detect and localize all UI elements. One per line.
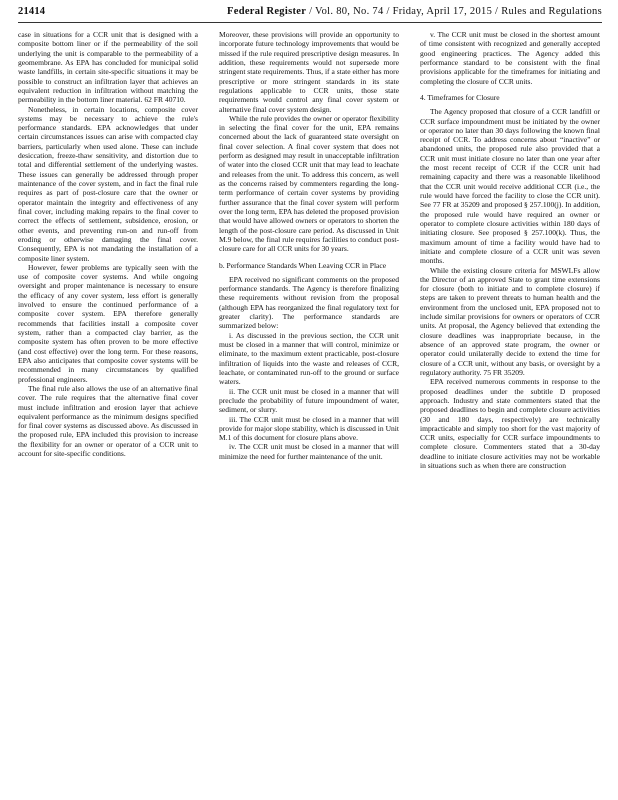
- running-head: [227, 6, 602, 17]
- body-paragraph: However, fewer problems are typically seen with the use of composite cover systems. And while ongoing oversight and proper maintenance is necessary to ensure the efficacy of any cover system, less effort is generally involved to ensure the continued performance of a composite cover system. EPA therefore generally recommends that facilities install a composite cover system, rather than a compacted clay barrier, as the composite system has often proven to be more effective (and cost effective) over the long term. For these reasons, EPA also anticipates that composite cover systems will be recommended in many circumstances by qualified professional engineers.: [18, 262, 198, 384]
- page-header: [18, 6, 602, 22]
- body-paragraph: EPA received no significant comments on the proposed performance standards. The Agency is therefore finalizing these requirements without revision from the proposal (although EPA has reorganized the final regulatory text for greater clarity). The performance standards are summarized below:: [219, 274, 399, 331]
- section-heading: 4. Timeframes for Closure: [420, 92, 500, 102]
- issue-info: / Vol. 80, No. 74 / Friday, April 17, 2015 / Rules and Regulations: [306, 6, 602, 17]
- body-paragraph: Nonetheless, in certain locations, composite cover systems may be necessary to achieve the rule's performance standards. EPA acknowledges that under certain circumstances issues can arise with compacted clay barriers, particularly when used alone. These can include desiccation, freeze-thaw sensitivity, and distortion due to total and differential settlement of the underlying wastes. These issues can generally be addressed through proper maintenance of the cover system, and in fact the final rule requires as part of post-closure care that the owner or operator maintain the integrity and effectiveness of any final cover, including making repairs to the final cover to correct the effects of settlement, subsidence, erosion, or other events, and preventing run-on and run-off from eroding or otherwise damaging the final cover. Consequently, EPA is not mandating the installation of a composite liner system.: [18, 104, 198, 263]
- body-paragraph: While the existing closure criteria for MSWLFs allow the Director of an approved State to grant time extensions for closure (both to initiate and to complete closure) if steps are taken to prevent threats to human health and the environment from the unclosed unit, EPA proposed not to include similar provisions for owners or operators of CCR units. At proposal, the Agency believed that extending the closure deadlines was inappropriate because, in the absence of an approved state program, the owner or operator could unilaterally decide to extend the time for closure of a CCR unit, without any basis, or oversight by a regulatory authority. 75 FR 35209.: [420, 265, 600, 377]
- section-heading: b. Performance Standards When Leaving CCR in Place: [219, 260, 387, 270]
- journal-name: Federal Register: [227, 6, 307, 17]
- page-number: 21414: [18, 6, 46, 17]
- column-2: [219, 30, 399, 792]
- body-paragraph: While the rule provides the owner or operator flexibility in selecting the final cover for the unit, EPA remains concerned about the lack of guaranteed state oversight on final cover selection. A final cover system that does not perform as designed may result in unacceptable infiltration of water into the closed CCR unit that may lead to leachate and releases from the unit. To address this concern, as well as the concerns raised by commenters regarding the long-term performance of certain cover systems by providing further assurance that the final cover system will perform over the long term, EPA has deleted the proposed provision that would have allowed owners or operators to shorten the length of the post-closure care period. As discussed in Unit M.9 below, the final rule requires facilities to conduct post-closure care for all CCR units for 30 years.: [219, 113, 399, 254]
- body-paragraph: The Agency proposed that closure of a CCR landfill or CCR surface impoundment must be initiated by the owner or operator no later than 30 days following the known final receipt of CCR. To address concerns about “inactive” or abandoned units, the proposed rule also provided that a CCR unit must initiate closure no later than one year after the most recent receipt of CCR if the CCR unit had remaining capacity and there was a reasonable likelihood that the CCR unit would receive additional CCR (i.e., the rule would have forced the facility to close the CCR unit). See 77 FR at 35209 and proposed § 257.100(j). In addition, the proposed rule would have required an owner or operator to complete closure activities within 180 days of initiating closure. See proposed § 257.100(k). Thus, the maximum amount of time a facility would have had to initiate and complete closure of a CCR unit was seven months.: [420, 107, 600, 266]
- body-paragraph: EPA received numerous comments in response to the proposed deadlines under the subtitle D proposed approach. Industry and state commenters stated that the proposed deadlines to begin and complete closure activities (30 and 180 days, respectively) are technically impracticable and simply too short for the vast majority of CCR units, especially for CCR surface impoundments to complete closure. Commenters stated that a 30-day deadline to initiate closure activities may not be workable in situations such as when there are construction: [420, 377, 600, 471]
- body-paragraph: i. As discussed in the previous section, the CCR unit must be closed in a manner that will control, minimize or eliminate, to the maximum extent practicable, post-closure infiltration of liquids into the waste and releases of CCR, leachate, or contaminated run-off to the ground or surface waters.: [219, 330, 399, 387]
- body-paragraph: iv. The CCR unit must be closed in a manner that will minimize the need for further maintenance of the unit.: [219, 442, 399, 461]
- body-paragraph: case in situations for a CCR unit that is designed with a composite bottom liner or if the permeability of the soil underlying the unit is comparable to the permeability of a geomembrane. As EPA has concluded for municipal solid waste landfills, in certain site-specific situations it may be possible to construct an infiltration layer that achieves an equivalent reduction in infiltration without matching the permeability in the bottom liner material. 62 FR 40710.: [18, 30, 198, 105]
- column-1: [18, 30, 198, 792]
- column-3: [420, 30, 600, 792]
- header-rule: [18, 22, 602, 23]
- body-columns: [18, 30, 602, 792]
- body-paragraph: iii. The CCR unit must be closed in a manner that will provide for major slope stability, which is discussed in Unit M.1 of this document for closure plans above.: [219, 414, 399, 443]
- body-paragraph: ii. The CCR unit must be closed in a manner that will preclude the probability of future impoundment of water, sediment, or slurry.: [219, 386, 399, 415]
- body-paragraph: v. The CCR unit must be closed in the shortest amount of time consistent with recognized and generally accepted good engineering practices. The Agency added this performance standard to be consistent with the final provisions applicable for the timeframes for initiating and completing the closure of CCR units.: [420, 30, 600, 86]
- body-paragraph: Moreover, these provisions will provide an opportunity to incorporate future technology improvements that would be missed if the rule required prescriptive design measures. In addition, these requirements would not supersede more stringent state requirements. Thus, if a state either has more prescriptive or more stringent standards in its state regulations applicable to CCR units, those state requirements would control any final cover system or alternative final cover system design.: [219, 30, 399, 114]
- body-paragraph: The final rule also allows the use of an alternative final cover. The rule requires that the alternative final cover must include infiltration and erosion layer that achieve equivalent performance as the minimum designs specified for final cover systems as discussed above. As discussed in the proposed rule, EPA included this provision to increase the flexibility for an owner or operator of a CCR unit to account for site-specific conditions.: [18, 383, 198, 459]
